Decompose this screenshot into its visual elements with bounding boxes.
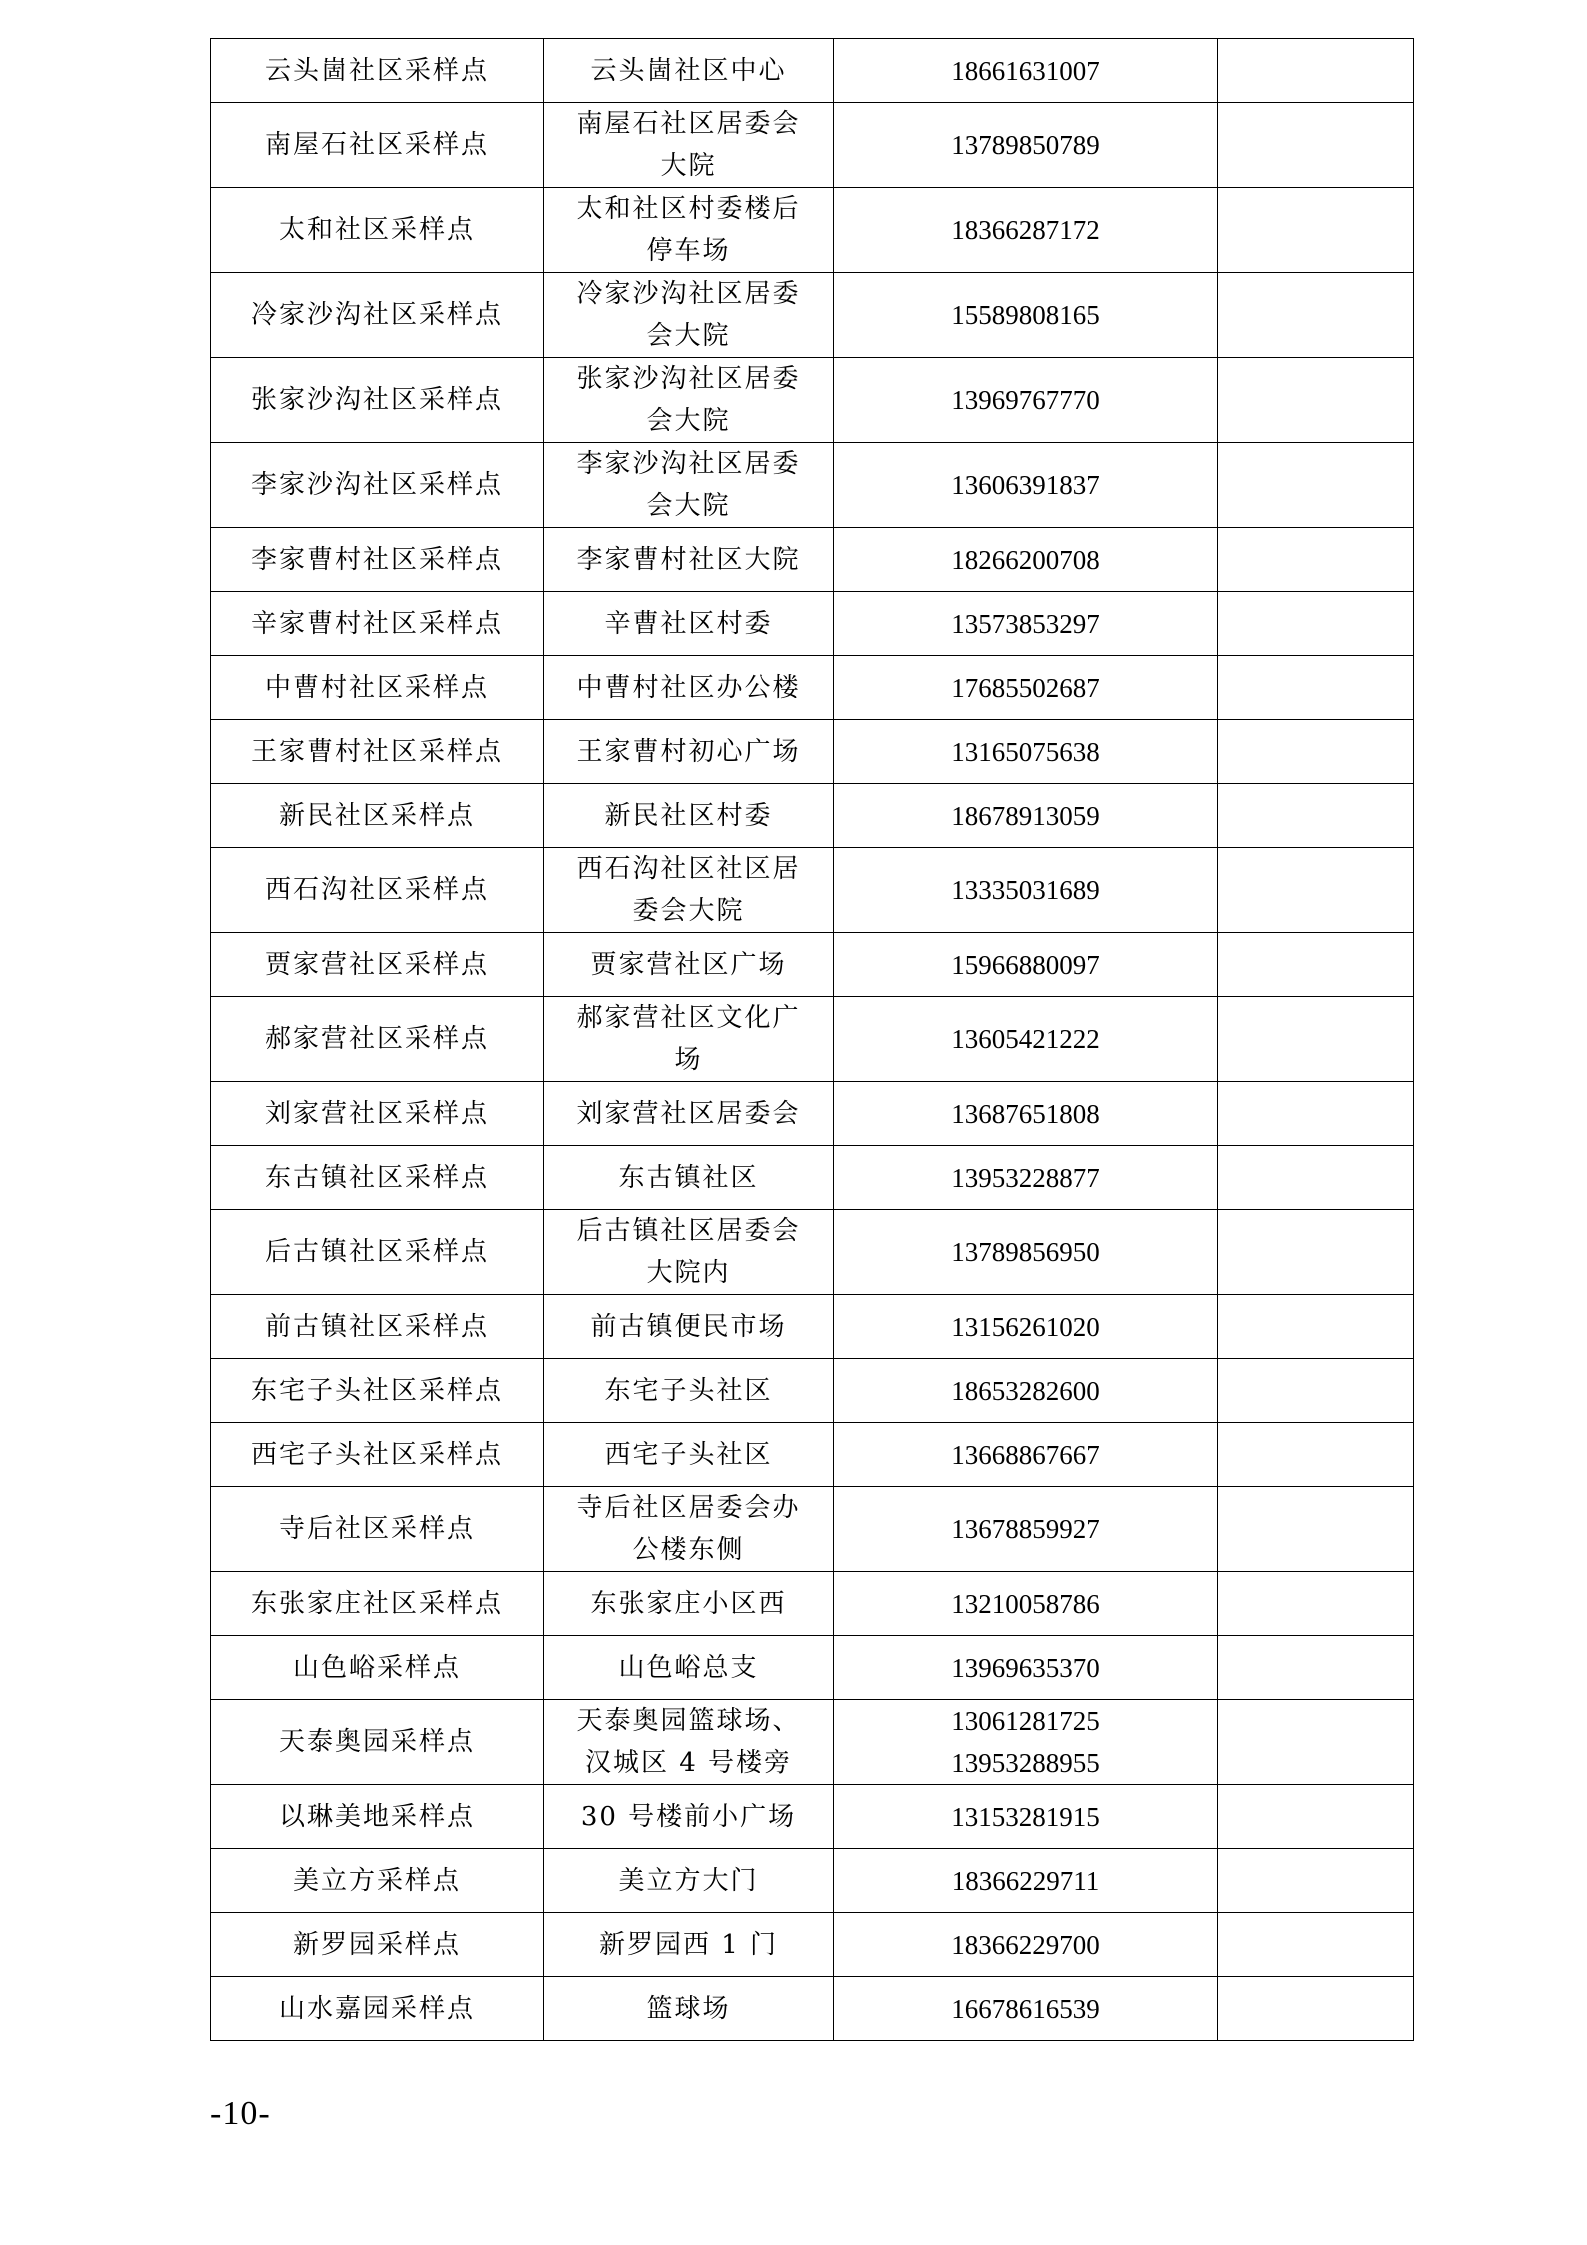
phone-number: 15966880097	[951, 949, 1100, 980]
table-row	[211, 997, 1414, 1082]
note-cell	[1218, 848, 1414, 933]
site-name-cell: 冷家沙沟社区采样点	[211, 273, 544, 358]
phone-number: 13789856950	[951, 1237, 1100, 1267]
phone-cell	[834, 103, 1218, 188]
address-cell: 美立方大门	[544, 1849, 834, 1913]
phone-number: 15589808165	[951, 300, 1100, 330]
note-cell	[1218, 188, 1414, 273]
table-row	[211, 358, 1414, 443]
note-cell	[1218, 1082, 1414, 1146]
note-cell	[1218, 720, 1414, 784]
phone-number: 16678616539	[951, 1993, 1100, 2024]
phone-number: 18366287172	[951, 215, 1100, 245]
phone-cell	[834, 592, 1218, 656]
address-cell: 贾家营社区广场	[544, 933, 834, 997]
note-cell	[1218, 1977, 1414, 2041]
note-cell	[1218, 1700, 1414, 1785]
phone-cell	[834, 784, 1218, 848]
table-row	[211, 1572, 1414, 1636]
note-cell	[1218, 1636, 1414, 1700]
table-row	[211, 528, 1414, 592]
site-name-cell: 云头崮社区采样点	[211, 39, 544, 103]
phone-number: 13953288955	[951, 1748, 1100, 1778]
site-name-cell: 张家沙沟社区采样点	[211, 358, 544, 443]
phone-cell	[834, 528, 1218, 592]
phone-number: 13969767770	[951, 385, 1100, 415]
phone-cell	[834, 1785, 1218, 1849]
address-cell: 中曹村社区办公楼	[544, 656, 834, 720]
phone-cell	[834, 1210, 1218, 1295]
phone-number: 13153281915	[951, 1801, 1100, 1832]
table-row	[211, 656, 1414, 720]
address-cell: 寺后社区居委会办公楼东侧	[544, 1487, 834, 1572]
table-row	[211, 443, 1414, 528]
table-row	[211, 273, 1414, 358]
address-cell: 冷家沙沟社区居委会大院	[544, 273, 834, 358]
address-cell: 山色峪总支	[544, 1636, 834, 1700]
site-name-cell: 西石沟社区采样点	[211, 848, 544, 933]
table-row	[211, 933, 1414, 997]
note-cell	[1218, 656, 1414, 720]
site-name-cell: 西宅子头社区采样点	[211, 1423, 544, 1487]
table-row	[211, 1146, 1414, 1210]
phone-number: 18366229700	[951, 1929, 1100, 1960]
table-row	[211, 1210, 1414, 1295]
note-cell	[1218, 1423, 1414, 1487]
table-row	[211, 1082, 1414, 1146]
site-name-cell: 新民社区采样点	[211, 784, 544, 848]
site-name-cell: 美立方采样点	[211, 1849, 544, 1913]
table-row	[211, 1295, 1414, 1359]
phone-cell	[834, 1146, 1218, 1210]
phone-cell	[834, 1423, 1218, 1487]
site-name-cell: 中曹村社区采样点	[211, 656, 544, 720]
note-cell	[1218, 1210, 1414, 1295]
phone-cell	[834, 358, 1218, 443]
address-cell: 西石沟社区社区居委会大院	[544, 848, 834, 933]
address-cell: 郝家营社区文化广场	[544, 997, 834, 1082]
phone-number: 13668867667	[951, 1439, 1100, 1470]
table-row	[211, 1913, 1414, 1977]
address-cell: 新罗园西 1 门	[544, 1913, 834, 1977]
address-cell: 王家曹村初心广场	[544, 720, 834, 784]
phone-cell	[834, 1359, 1218, 1423]
site-name-cell: 辛家曹村社区采样点	[211, 592, 544, 656]
address-cell: 太和社区村委楼后停车场	[544, 188, 834, 273]
phone-cell	[834, 1572, 1218, 1636]
address-cell: 东古镇社区	[544, 1146, 834, 1210]
address-cell: 前古镇便民市场	[544, 1295, 834, 1359]
phone-number: 13335031689	[951, 875, 1100, 905]
phone-number: 13605421222	[951, 1024, 1100, 1054]
site-name-cell: 郝家营社区采样点	[211, 997, 544, 1082]
phone-cell	[834, 188, 1218, 273]
table-row	[211, 720, 1414, 784]
phone-number: 13156261020	[951, 1311, 1100, 1342]
phone-number: 13953228877	[951, 1162, 1100, 1193]
table-row	[211, 784, 1414, 848]
site-name-cell: 以琳美地采样点	[211, 1785, 544, 1849]
site-name-cell: 李家沙沟社区采样点	[211, 443, 544, 528]
site-name-cell: 东古镇社区采样点	[211, 1146, 544, 1210]
address-cell: 云头崮社区中心	[544, 39, 834, 103]
table-row	[211, 103, 1414, 188]
site-name-cell: 贾家营社区采样点	[211, 933, 544, 997]
phone-number: 18366229711	[951, 1865, 1100, 1896]
table-row	[211, 188, 1414, 273]
address-cell: 新民社区村委	[544, 784, 834, 848]
note-cell	[1218, 1572, 1414, 1636]
address-cell: 西宅子头社区	[544, 1423, 834, 1487]
phone-cell	[834, 656, 1218, 720]
phone-cell	[834, 848, 1218, 933]
table-row	[211, 1849, 1414, 1913]
address-cell: 刘家营社区居委会	[544, 1082, 834, 1146]
note-cell	[1218, 358, 1414, 443]
phone-number: 13678859927	[951, 1514, 1100, 1544]
sampling-sites-table	[210, 38, 1414, 2041]
phone-number: 18266200708	[951, 544, 1100, 575]
phone-cell	[834, 720, 1218, 784]
phone-number: 18653282600	[951, 1375, 1100, 1406]
phone-cell	[834, 1487, 1218, 1572]
phone-cell	[834, 1700, 1218, 1785]
address-cell: 后古镇社区居委会大院内	[544, 1210, 834, 1295]
note-cell	[1218, 528, 1414, 592]
site-name-cell: 寺后社区采样点	[211, 1487, 544, 1572]
phone-number: 13969635370	[951, 1652, 1100, 1683]
site-name-cell: 新罗园采样点	[211, 1913, 544, 1977]
note-cell	[1218, 103, 1414, 188]
note-cell	[1218, 273, 1414, 358]
phone-number: 17685502687	[951, 672, 1100, 703]
note-cell	[1218, 1849, 1414, 1913]
table-row	[211, 1636, 1414, 1700]
phone-number: 13165075638	[951, 736, 1100, 767]
table-row	[211, 848, 1414, 933]
address-cell: 张家沙沟社区居委会大院	[544, 358, 834, 443]
note-cell	[1218, 1785, 1414, 1849]
site-name-cell: 山水嘉园采样点	[211, 1977, 544, 2041]
site-name-cell: 山色峪采样点	[211, 1636, 544, 1700]
address-cell: 李家曹村社区大院	[544, 528, 834, 592]
table-row	[211, 592, 1414, 656]
table-row	[211, 1700, 1414, 1785]
address-cell: 篮球场	[544, 1977, 834, 2041]
phone-cell	[834, 443, 1218, 528]
phone-number: 13687651808	[951, 1098, 1100, 1129]
phone-number: 13606391837	[951, 470, 1100, 500]
site-name-cell: 太和社区采样点	[211, 188, 544, 273]
site-name-cell: 南屋石社区采样点	[211, 103, 544, 188]
note-cell	[1218, 443, 1414, 528]
note-cell	[1218, 933, 1414, 997]
phone-cell	[834, 1977, 1218, 2041]
address-cell: 东张家庄小区西	[544, 1572, 834, 1636]
site-name-cell: 李家曹村社区采样点	[211, 528, 544, 592]
address-cell: 李家沙沟社区居委会大院	[544, 443, 834, 528]
note-cell	[1218, 592, 1414, 656]
phone-cell	[834, 1295, 1218, 1359]
table-row	[211, 1423, 1414, 1487]
address-cell: 南屋石社区居委会大院	[544, 103, 834, 188]
address-cell: 东宅子头社区	[544, 1359, 834, 1423]
note-cell	[1218, 1913, 1414, 1977]
address-cell: 天泰奥园篮球场、汉城区 4 号楼旁	[544, 1700, 834, 1785]
address-cell: 辛曹社区村委	[544, 592, 834, 656]
table-row	[211, 1977, 1414, 2041]
phone-number: 18661631007	[951, 55, 1100, 86]
phone-cell	[834, 273, 1218, 358]
table-row	[211, 1359, 1414, 1423]
note-cell	[1218, 1359, 1414, 1423]
note-cell	[1218, 1295, 1414, 1359]
table-row	[211, 39, 1414, 103]
note-cell	[1218, 1146, 1414, 1210]
site-name-cell: 东张家庄社区采样点	[211, 1572, 544, 1636]
note-cell	[1218, 39, 1414, 103]
site-name-cell: 天泰奥园采样点	[211, 1700, 544, 1785]
phone-cell	[834, 1849, 1218, 1913]
site-name-cell: 前古镇社区采样点	[211, 1295, 544, 1359]
site-name-cell: 东宅子头社区采样点	[211, 1359, 544, 1423]
phone-cell	[834, 39, 1218, 103]
phone-number: 13573853297	[951, 608, 1100, 639]
site-name-cell: 刘家营社区采样点	[211, 1082, 544, 1146]
phone-cell	[834, 933, 1218, 997]
site-name-cell: 王家曹村社区采样点	[211, 720, 544, 784]
page-number: -10-	[210, 2095, 271, 2132]
phone-cell	[834, 1636, 1218, 1700]
phone-cell	[834, 1913, 1218, 1977]
phone-number: 13789850789	[951, 130, 1100, 160]
phone-number: 13061281725	[951, 1706, 1100, 1736]
table-body	[211, 39, 1414, 2041]
phone-cell	[834, 1082, 1218, 1146]
note-cell	[1218, 997, 1414, 1082]
note-cell	[1218, 784, 1414, 848]
site-name-cell: 后古镇社区采样点	[211, 1210, 544, 1295]
phone-cell	[834, 997, 1218, 1082]
table-row	[211, 1785, 1414, 1849]
phone-number: 18678913059	[951, 800, 1100, 831]
address-cell: 30 号楼前小广场	[544, 1785, 834, 1849]
phone-number: 13210058786	[951, 1588, 1100, 1619]
table-row	[211, 1487, 1414, 1572]
note-cell	[1218, 1487, 1414, 1572]
